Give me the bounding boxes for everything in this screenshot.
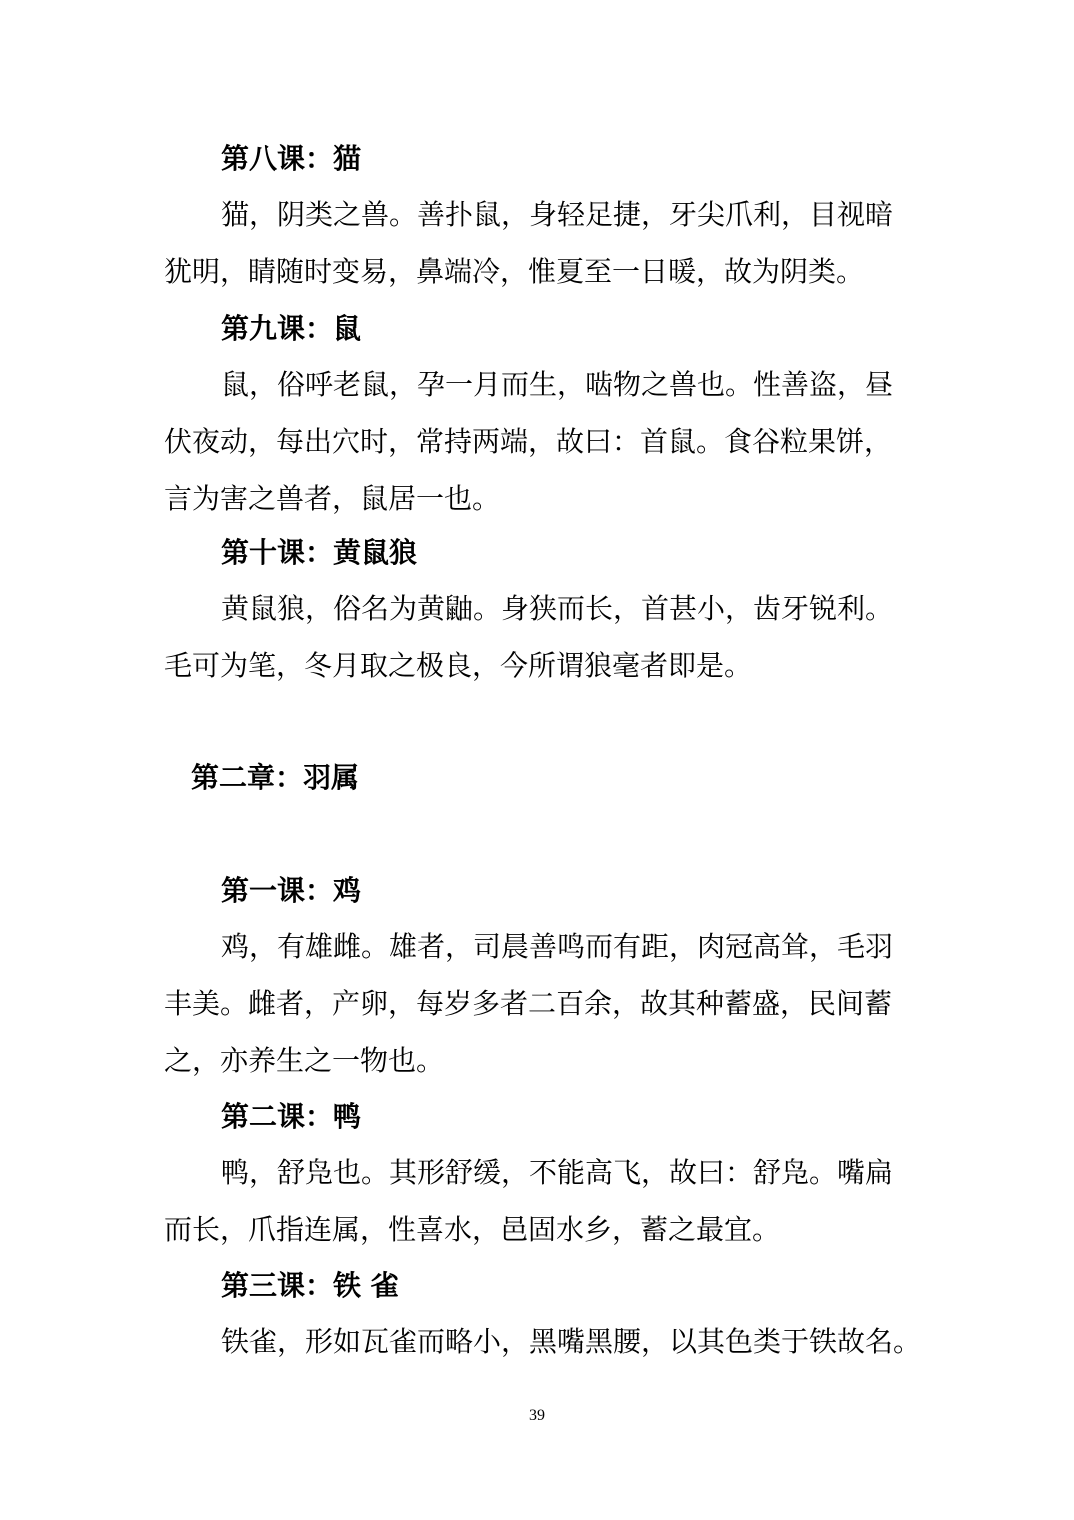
lesson-9-paragraph: [164, 356, 924, 527]
lesson-8-heading: 第八课：猫: [221, 142, 362, 175]
page-number: 39: [529, 1407, 545, 1424]
lesson-3-heading: 第三课：铁 雀: [221, 1269, 399, 1302]
paragraph-line: 鸭，舒凫也。其形舒缓，不能高飞，故曰：舒凫。嘴扁: [221, 1156, 894, 1189]
paragraph-line: 犹明，睛随时变易，鼻端冷，惟夏至一日暖，故为阴类。: [164, 255, 865, 288]
paragraph-line: 毛可为笔，冬月取之极良，今所谓狼毫者即是。: [164, 649, 753, 682]
chapter-2-heading: 第二章：羽属: [191, 761, 360, 794]
paragraph-line: 铁雀，形如瓦雀而略小，黑嘴黑腰，以其色类于铁故名。: [221, 1325, 922, 1358]
paragraph-line: 言为害之兽者，鼠居一也。: [164, 482, 501, 515]
lesson-2-paragraph: [164, 1144, 924, 1258]
paragraph-line: 而长，爪指连属，性喜水，邑固水乡，蓄之最宜。: [164, 1213, 781, 1246]
paragraph-line: 之，亦养生之一物也。: [164, 1044, 445, 1077]
lesson-10-paragraph: [164, 580, 924, 694]
lesson-3-paragraph: [164, 1313, 924, 1370]
paragraph-line: 鸡，有雄雌。雄者，司晨善鸣而有距，肉冠高耸，毛羽: [221, 930, 894, 963]
paragraph-line: 黄鼠狼，俗名为黄鼬。身狭而长，首甚小，齿牙锐利。: [221, 592, 894, 625]
lesson-9-heading: 第九课：鼠: [221, 312, 362, 345]
lesson-8-paragraph: [164, 186, 924, 300]
paragraph-line: 丰美。雌者，产卵，每岁多者二百余，故其种蓄盛，民间蓄: [164, 987, 893, 1020]
lesson-2-heading: 第二课：鸭: [221, 1100, 362, 1133]
paragraph-line: 猫，阴类之兽。善扑鼠，身轻足捷，牙尖爪利，目视暗: [221, 198, 894, 231]
lesson-10-heading: 第十课：黄鼠狼: [221, 536, 418, 569]
lesson-1-paragraph: [164, 918, 924, 1089]
paragraph-line: 伏夜动，每出穴时，常持两端，故曰：首鼠。食谷粒果饼，: [164, 425, 893, 458]
paragraph-line: 鼠，俗呼老鼠，孕一月而生，啮物之兽也。性善盗，昼: [221, 368, 894, 401]
lesson-1-heading: 第一课：鸡: [221, 874, 362, 907]
